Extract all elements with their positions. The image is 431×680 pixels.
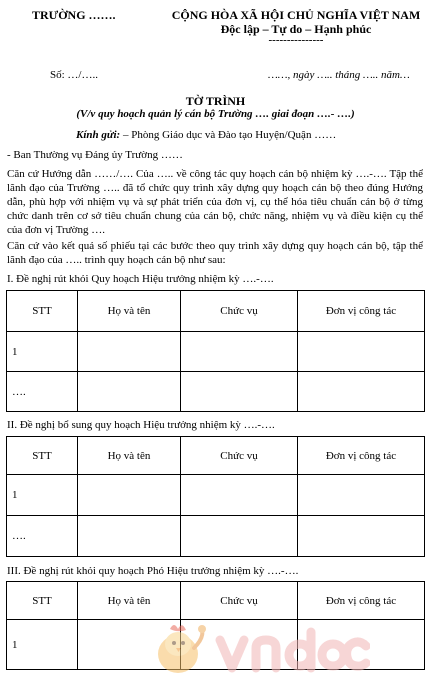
document-title: TỜ TRÌNH bbox=[185, 94, 246, 108]
nation-title: CỘNG HÒA XÃ HỘI CHỦ NGHĨA VIỆT NAM bbox=[171, 8, 421, 22]
table-cell bbox=[181, 475, 298, 516]
col-header-unit: Đơn vị công tác bbox=[298, 582, 425, 620]
col-header-position: Chức vụ bbox=[181, 437, 298, 475]
col-header-stt: STT bbox=[7, 291, 78, 332]
motto: Độc lập – Tự do – Hạnh phúc bbox=[220, 22, 372, 36]
table-cell bbox=[78, 475, 181, 516]
table-cell: 1 bbox=[7, 332, 78, 372]
table-header-row bbox=[7, 437, 425, 475]
col-header-stt: STT bbox=[7, 582, 78, 620]
school-name: TRƯỜNG ……. bbox=[32, 8, 116, 22]
table-row bbox=[7, 332, 425, 372]
recipient-line bbox=[76, 129, 336, 141]
table-cell bbox=[181, 372, 298, 412]
col-header-unit: Đơn vị công tác bbox=[298, 291, 425, 332]
recipient-value: – Phòng Giáo dục và Đào tạo Huyện/Quận …… bbox=[122, 129, 337, 141]
document-number: Số: …/….. bbox=[50, 69, 98, 81]
section-2-table bbox=[6, 436, 425, 557]
col-header-position: Chức vụ bbox=[181, 291, 298, 332]
section-1-table bbox=[6, 290, 425, 412]
col-header-name: Họ và tên bbox=[78, 291, 181, 332]
table-cell: …. bbox=[7, 372, 78, 412]
table-row bbox=[7, 372, 425, 412]
paragraph-legal-basis: Căn cứ Hướng dẫn ……/…. Của ….. về công tác quy hoạch cán bộ nhiệm kỳ ….-…. Tập thể lãnh đạo của Trường ….. đã tổ chức quy trình xây dựng quy hoạch cán bộ theo đúng Hướng dẫn, phù hợp với nhiệm vụ và sự phát triển của đơn vị, cụ thể hóa tiêu chuẩn cán bộ ở từng chức danh trên cơ sở tiêu chuẩn chung của cán bộ, chức năng, nhiệm vụ và điều kiện cụ thể của đơn vị Trường …. bbox=[7, 168, 423, 236]
paragraph-results: Căn cứ vào kết quả số phiếu tại các bước theo quy trình xây dựng quy hoạch cán bộ, tập thể lãnh đạo của ….. trình quy hoạch cán bộ như sau: bbox=[7, 240, 423, 266]
col-header-unit: Đơn vị công tác bbox=[298, 437, 425, 475]
table-header-row bbox=[7, 582, 425, 620]
section-3-heading: III. Đề nghị rút khỏi quy hoạch Phó Hiệu trưởng nhiệm kỳ ….-…. bbox=[7, 565, 299, 577]
document-subtitle: (V/v quy hoạch quản lý cán bộ Trường …. giai đoạn ….- ….) bbox=[76, 108, 355, 120]
table-cell: 1 bbox=[7, 620, 78, 670]
table-cell bbox=[78, 372, 181, 412]
table-cell bbox=[78, 332, 181, 372]
col-header-stt: STT bbox=[7, 437, 78, 475]
table-cell: …. bbox=[7, 516, 78, 557]
table-cell bbox=[181, 516, 298, 557]
motto-underline: --------------- bbox=[268, 34, 324, 46]
section-1-heading: I. Đề nghị rút khỏi Quy hoạch Hiệu trưởng nhiệm kỳ ….-…. bbox=[7, 273, 274, 285]
table-header-row bbox=[7, 291, 425, 332]
table-cell: 1 bbox=[7, 475, 78, 516]
mascot-icon bbox=[158, 625, 206, 673]
table-cell bbox=[78, 516, 181, 557]
table-cell bbox=[298, 372, 425, 412]
table-cell bbox=[298, 475, 425, 516]
document-date: ……, ngày ….. tháng ….. năm… bbox=[268, 69, 410, 81]
table-row bbox=[7, 475, 425, 516]
table-cell bbox=[298, 516, 425, 557]
table-cell bbox=[181, 332, 298, 372]
table-row bbox=[7, 516, 425, 557]
col-header-name: Họ và tên bbox=[78, 437, 181, 475]
vndoc-watermark-logo bbox=[150, 618, 370, 680]
recipient-label: Kính gửi: bbox=[76, 129, 121, 141]
col-header-name: Họ và tên bbox=[78, 582, 181, 620]
table-cell bbox=[298, 332, 425, 372]
recipient-second: - Ban Thường vụ Đảng ủy Trường …… bbox=[7, 149, 183, 161]
col-header-position: Chức vụ bbox=[181, 582, 298, 620]
section-2-heading: II. Đề nghị bổ sung quy hoạch Hiệu trưởng nhiệm kỳ ….-…. bbox=[7, 419, 275, 431]
